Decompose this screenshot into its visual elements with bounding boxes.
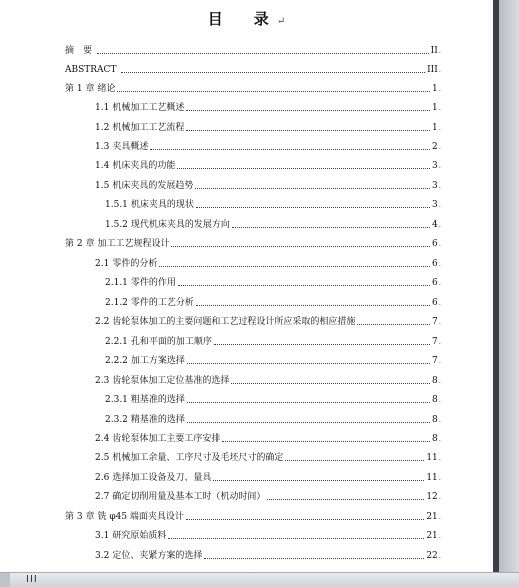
toc-entry-number: 2.2.1 (105, 337, 128, 347)
toc-leader-dots (186, 129, 429, 131)
toc-leader-dots (213, 479, 424, 481)
toc-entry-title: 加工工艺规程设计 (97, 239, 170, 249)
paragraph-mark: . (438, 182, 441, 190)
toc-entry-number: 1.2 (95, 123, 110, 133)
toc-entry-title: 选择加工设备及刀、量具 (112, 473, 212, 483)
toc-entry[interactable] (95, 489, 441, 503)
paragraph-mark: . (438, 513, 441, 521)
toc-entry-title: 夹具概述 (112, 142, 149, 152)
toc-leader-dots (214, 343, 430, 345)
toc-entry-title: 精基准的选择 (130, 415, 185, 425)
toc-leader-dots (231, 382, 429, 384)
toc-entry-page: 22 (426, 551, 438, 561)
toc-entry[interactable] (95, 470, 441, 484)
toc-leader-dots (187, 421, 430, 423)
toc-entry[interactable] (95, 528, 441, 542)
toc-entry-title: 加工方案选择 (130, 356, 185, 366)
paragraph-mark: . (438, 124, 441, 132)
toc-entry[interactable] (95, 120, 441, 134)
paragraph-mark: . (438, 260, 441, 268)
toc-entry-number: 2.4 (95, 434, 110, 444)
title-paragraph-mark: ↵ (276, 16, 286, 27)
toc-leader-dots (186, 109, 429, 111)
toc-entry[interactable] (95, 256, 441, 270)
toc-entry-title: 机械加工工艺流程 (112, 123, 185, 133)
toc-entry-number: 1.1 (95, 103, 110, 113)
toc-entry[interactable] (105, 295, 441, 309)
toc-entry-title: 机械加工余量、工序尺寸及毛坯尺寸的确定 (112, 453, 284, 463)
paragraph-mark: . (438, 221, 441, 229)
toc-leader-dots (267, 498, 424, 500)
toc-entry[interactable] (95, 100, 441, 114)
toc-entry-number: 2.1.2 (105, 298, 128, 308)
toc-entry[interactable] (65, 43, 441, 57)
toc-entry-number: 2.3.2 (105, 415, 128, 425)
toc-entry-page: 4 (432, 220, 438, 230)
toc-entry-title: 定位、夹紧方案的选择 (112, 551, 203, 561)
toc-entry-number: 2.6 (95, 473, 110, 483)
toc-entry[interactable] (95, 314, 441, 328)
paragraph-mark: . (438, 47, 441, 55)
toc-entry-page: II (430, 46, 438, 56)
toc-entry[interactable] (105, 392, 441, 406)
toc-entry-title: 齿轮泵体加工主要工序安排 (112, 434, 221, 444)
paragraph-mark: . (438, 299, 441, 307)
paragraph-mark: . (438, 454, 441, 462)
paragraph-mark: . (438, 85, 441, 93)
toc-leader-dots (177, 167, 429, 169)
toc-entry[interactable] (65, 62, 441, 76)
toc-entry-title: 机床夹具的发展趋势 (112, 181, 194, 191)
toc-leader-dots (97, 52, 429, 54)
toc-entry-number: 2.3.1 (105, 395, 128, 405)
paragraph-mark: . (438, 357, 441, 365)
paragraph-mark: . (438, 552, 441, 560)
toc-entry-page: 6 (432, 298, 438, 308)
toc-entry-page: 1 (432, 123, 438, 133)
toc-entry-page: 8 (432, 434, 438, 444)
toc-leader-dots (178, 284, 430, 286)
toc-entry-number: 1.5 (95, 181, 110, 191)
toc-leader-dots (168, 537, 424, 539)
paragraph-mark: . (438, 279, 441, 287)
toc-entry-page: 3 (432, 161, 438, 171)
toc-entry[interactable] (105, 197, 441, 211)
scroll-left-button[interactable] (0, 573, 10, 587)
toc-entry[interactable] (65, 81, 441, 95)
paragraph-mark: . (438, 396, 441, 404)
vertical-scrollbar[interactable] (493, 0, 519, 572)
toc-leader-dots (285, 459, 424, 461)
toc-entry-title: 铣 φ45 端面夹具设计 (97, 512, 184, 522)
toc-entry-title: 齿轮泵体加工定位基准的选择 (112, 376, 230, 386)
toc-entry-number: ABSTRACT (65, 65, 117, 75)
toc-entry-title: 绪论 (97, 84, 116, 94)
toc-entry[interactable] (105, 353, 441, 367)
toc-entry-page: 11 (426, 473, 438, 483)
toc-entry-title: 粗基准的选择 (130, 395, 185, 405)
paragraph-mark: . (438, 104, 441, 112)
toc-entry-number: 2.7 (95, 492, 110, 502)
scroll-grip-icon[interactable]: III (26, 574, 38, 585)
toc-entry[interactable] (95, 139, 441, 153)
toc-entry-number: 2.2.2 (105, 356, 128, 366)
toc-entry-number: 1.4 (95, 161, 110, 171)
toc-entry[interactable] (95, 431, 441, 445)
toc-entry[interactable] (65, 236, 441, 250)
paragraph-mark: . (438, 66, 441, 74)
toc-entry-page: 11 (426, 453, 438, 463)
paragraph-mark: . (438, 318, 441, 326)
toc-leader-dots (196, 206, 430, 208)
toc-entry[interactable] (95, 178, 441, 192)
toc-leader-dots (195, 187, 429, 189)
toc-entry-number: 第 3 章 (65, 512, 95, 522)
paragraph-mark: . (438, 240, 441, 248)
toc-entry-title: 确定切削用量及基本工时（机动时间） (112, 492, 266, 502)
paragraph-mark: . (438, 338, 441, 346)
toc-leader-dots (117, 90, 429, 92)
toc-entry-page: 8 (432, 415, 438, 425)
toc-entry[interactable] (95, 450, 441, 464)
paragraph-mark: . (438, 201, 441, 209)
paragraph-mark: . (438, 162, 441, 170)
toc-entry-number: 第 2 章 (65, 239, 95, 249)
toc-entry-title: 孔和平面的加工顺序 (130, 337, 212, 347)
paragraph-mark: . (438, 474, 441, 482)
toc-entry-page: 3 (432, 181, 438, 191)
paragraph-mark: . (438, 416, 441, 424)
toc-entry-title: 零件的作用 (130, 278, 176, 288)
toc-entry-title: 齿轮泵体加工的主要问题和工艺过程设计所应采取的相应措施 (112, 317, 356, 327)
toc-entry[interactable] (95, 373, 441, 387)
toc-entry-number: 2.1 (95, 259, 110, 269)
toc-leader-dots (186, 518, 424, 520)
toc-entry-page: 7 (432, 356, 438, 366)
toc-entry-page: 3 (432, 200, 438, 210)
paragraph-mark: . (438, 143, 441, 151)
toc-leader-dots (121, 71, 425, 73)
toc-entry-number: 2.3 (95, 376, 110, 386)
toc-leader-dots (187, 362, 430, 364)
paragraph-mark: . (438, 435, 441, 443)
toc-entry-title: 机床夹具的现状 (130, 200, 194, 210)
toc-entry[interactable] (105, 275, 441, 289)
toc-entry-number: 2.2 (95, 317, 110, 327)
toc-entry-page: 1 (432, 84, 438, 94)
paragraph-mark: . (438, 532, 441, 540)
toc-leader-dots (232, 226, 430, 228)
toc-entry-number: 1.5.2 (105, 220, 128, 230)
paragraph-mark: . (438, 377, 441, 385)
toc-leader-dots (171, 245, 429, 247)
toc-entry-page: 21 (426, 512, 438, 522)
toc-entry-title: 零件的分析 (112, 259, 158, 269)
toc-entry-number: 摘 要 (65, 46, 93, 56)
toc-entry-number: 3.2 (95, 551, 110, 561)
toc-entry-page: 12 (426, 492, 438, 502)
toc-leader-dots (196, 304, 430, 306)
toc-entry[interactable] (105, 334, 441, 348)
toc-entry-number: 2.1.1 (105, 278, 128, 288)
paragraph-mark: . (438, 493, 441, 501)
toc-entry-title: 研究原始质料 (112, 531, 167, 541)
toc-leader-dots (357, 323, 429, 325)
toc-entry-title: 现代机床夹具的发展方向 (130, 220, 230, 230)
scrollbar-track[interactable] (499, 0, 519, 572)
toc-entry-page: 8 (432, 376, 438, 386)
toc-entry-page: 1 (432, 103, 438, 113)
toc-entry-page: III (427, 65, 438, 75)
toc-entry-number: 1.3 (95, 142, 110, 152)
toc-entry-number: 3.1 (95, 531, 110, 541)
toc-entry-page: 2 (432, 142, 438, 152)
toc-entry-title: 零件的工艺分析 (130, 298, 194, 308)
toc-entry-title: 机械加工工艺概述 (112, 103, 185, 113)
toc-entry-number: 第 1 章 (65, 84, 95, 94)
toc-entry-page: 6 (432, 259, 438, 269)
toc-entry-page: 7 (432, 337, 438, 347)
toc-entry[interactable] (105, 217, 441, 231)
toc-entry-page: 7 (432, 317, 438, 327)
toc-leader-dots (222, 440, 429, 442)
toc-entry-title: 机床夹具的功能 (112, 161, 176, 171)
toc-entry-page: 8 (432, 395, 438, 405)
toc-entry-page: 6 (432, 239, 438, 249)
toc-leader-dots (150, 148, 429, 150)
toc-leader-dots (187, 401, 430, 403)
toc-entry-page: 21 (426, 531, 438, 541)
toc-entry[interactable] (95, 158, 441, 172)
toc-leader-dots (159, 265, 429, 267)
toc-entry-number: 2.5 (95, 453, 110, 463)
page-title-text: 目 录 (207, 10, 277, 28)
toc-entry[interactable] (65, 509, 441, 523)
toc-entry-number: 1.5.1 (105, 200, 128, 210)
toc-entry[interactable] (105, 412, 441, 426)
horizontal-scrollbar[interactable] (0, 572, 519, 587)
toc-leader-dots (204, 557, 424, 559)
toc-entry[interactable] (95, 548, 441, 562)
toc-entry-page: 6 (432, 278, 438, 288)
